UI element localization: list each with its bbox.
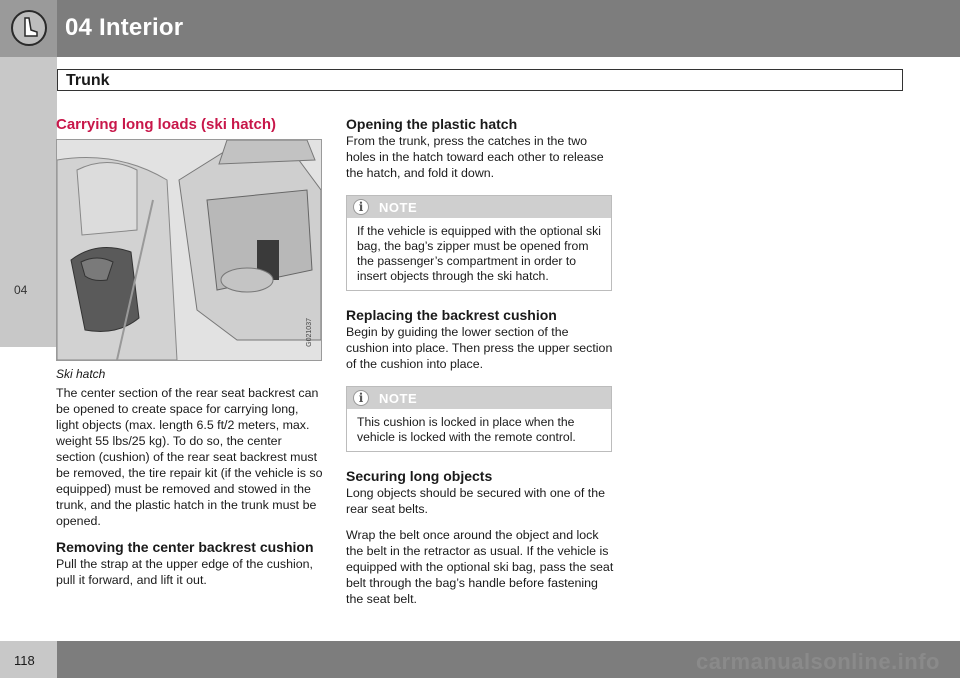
open-hatch-body: From the trunk, press the catches in the two holes in the hatch toward each other to release the hatch, and fold it down. <box>346 134 604 180</box>
note-label: NOTE <box>379 391 418 406</box>
chapter-icon-box <box>0 0 57 57</box>
page-number-box <box>0 641 57 678</box>
note-header <box>347 196 611 218</box>
ski-hatch-drawing <box>57 140 321 360</box>
ski-hatch-body: The center section of the rear seat backrest can be opened to create space for carrying long, light objects (max. length 6.5 ft/2 meters, max. weight 55 lbs/25 kg). To do so, the center section (cushion) of the rear seat backrest must be removed, the tire repair kit (if the vehicle is so equipped) must be removed and stowed in the trunk, and the plastic hatch in the trunk must be opened. <box>56 386 323 528</box>
ski-hatch-illustration <box>56 139 322 361</box>
note-text: If the vehicle is equipped with the optional ski bag, the bag’s zipper must be opened from the passenger’s compartment in order to insert objects through the ski hatch. <box>357 224 601 283</box>
secure-objects-heading: Securing long objects <box>346 468 493 484</box>
section-title: Trunk <box>66 72 110 89</box>
secure-objects-body-2: Wrap the belt once around the object and lock the belt in the retractor as usual. If the vehicle is equipped with the optional ski bag, pass the seat belt through the bag’s handle before fastening the seat belt. <box>346 528 614 606</box>
left-column <box>56 116 324 588</box>
info-icon: i <box>353 390 369 406</box>
replace-cushion-body: Begin by guiding the lower section of the cushion into place. Then press the upper section of the cushion into place. <box>346 325 613 371</box>
page-header <box>0 0 960 57</box>
info-icon: i <box>353 199 369 215</box>
replace-cushion-heading: Replacing the backrest cushion <box>346 307 557 323</box>
note-label: NOTE <box>379 200 418 215</box>
open-hatch-heading: Opening the plastic hatch <box>346 116 518 132</box>
ski-hatch-heading: Carrying long loads (ski hatch) <box>56 116 277 133</box>
secure-objects-body-1: Long objects should be secured with one of the rear seat belts. <box>346 486 606 516</box>
section-bar <box>57 69 903 91</box>
note-box-ski-bag <box>346 195 612 291</box>
page-number: 118 <box>14 653 35 668</box>
remove-cushion-body: Pull the strap at the upper edge of the cushion, pull it forward, and lift it out. <box>56 557 313 587</box>
remove-cushion-heading: Removing the center backrest cushion <box>56 539 314 555</box>
chapter-side-tab <box>0 57 57 347</box>
right-column <box>346 116 614 607</box>
note-body <box>347 409 611 451</box>
seat-icon <box>11 10 47 46</box>
watermark: carmanualsonline.info <box>696 649 940 674</box>
note-box-cushion-lock <box>346 386 612 452</box>
chapter-title: 04 Interior <box>65 14 184 41</box>
figure-caption: Ski hatch <box>56 367 106 381</box>
note-text: This cushion is locked in place when the vehicle is locked with the remote control. <box>357 415 576 444</box>
page-footer <box>0 641 960 678</box>
note-body <box>347 218 611 290</box>
side-tab-label: 04 <box>14 283 28 297</box>
figure-id: G021037 <box>306 318 313 347</box>
note-header <box>347 387 611 409</box>
